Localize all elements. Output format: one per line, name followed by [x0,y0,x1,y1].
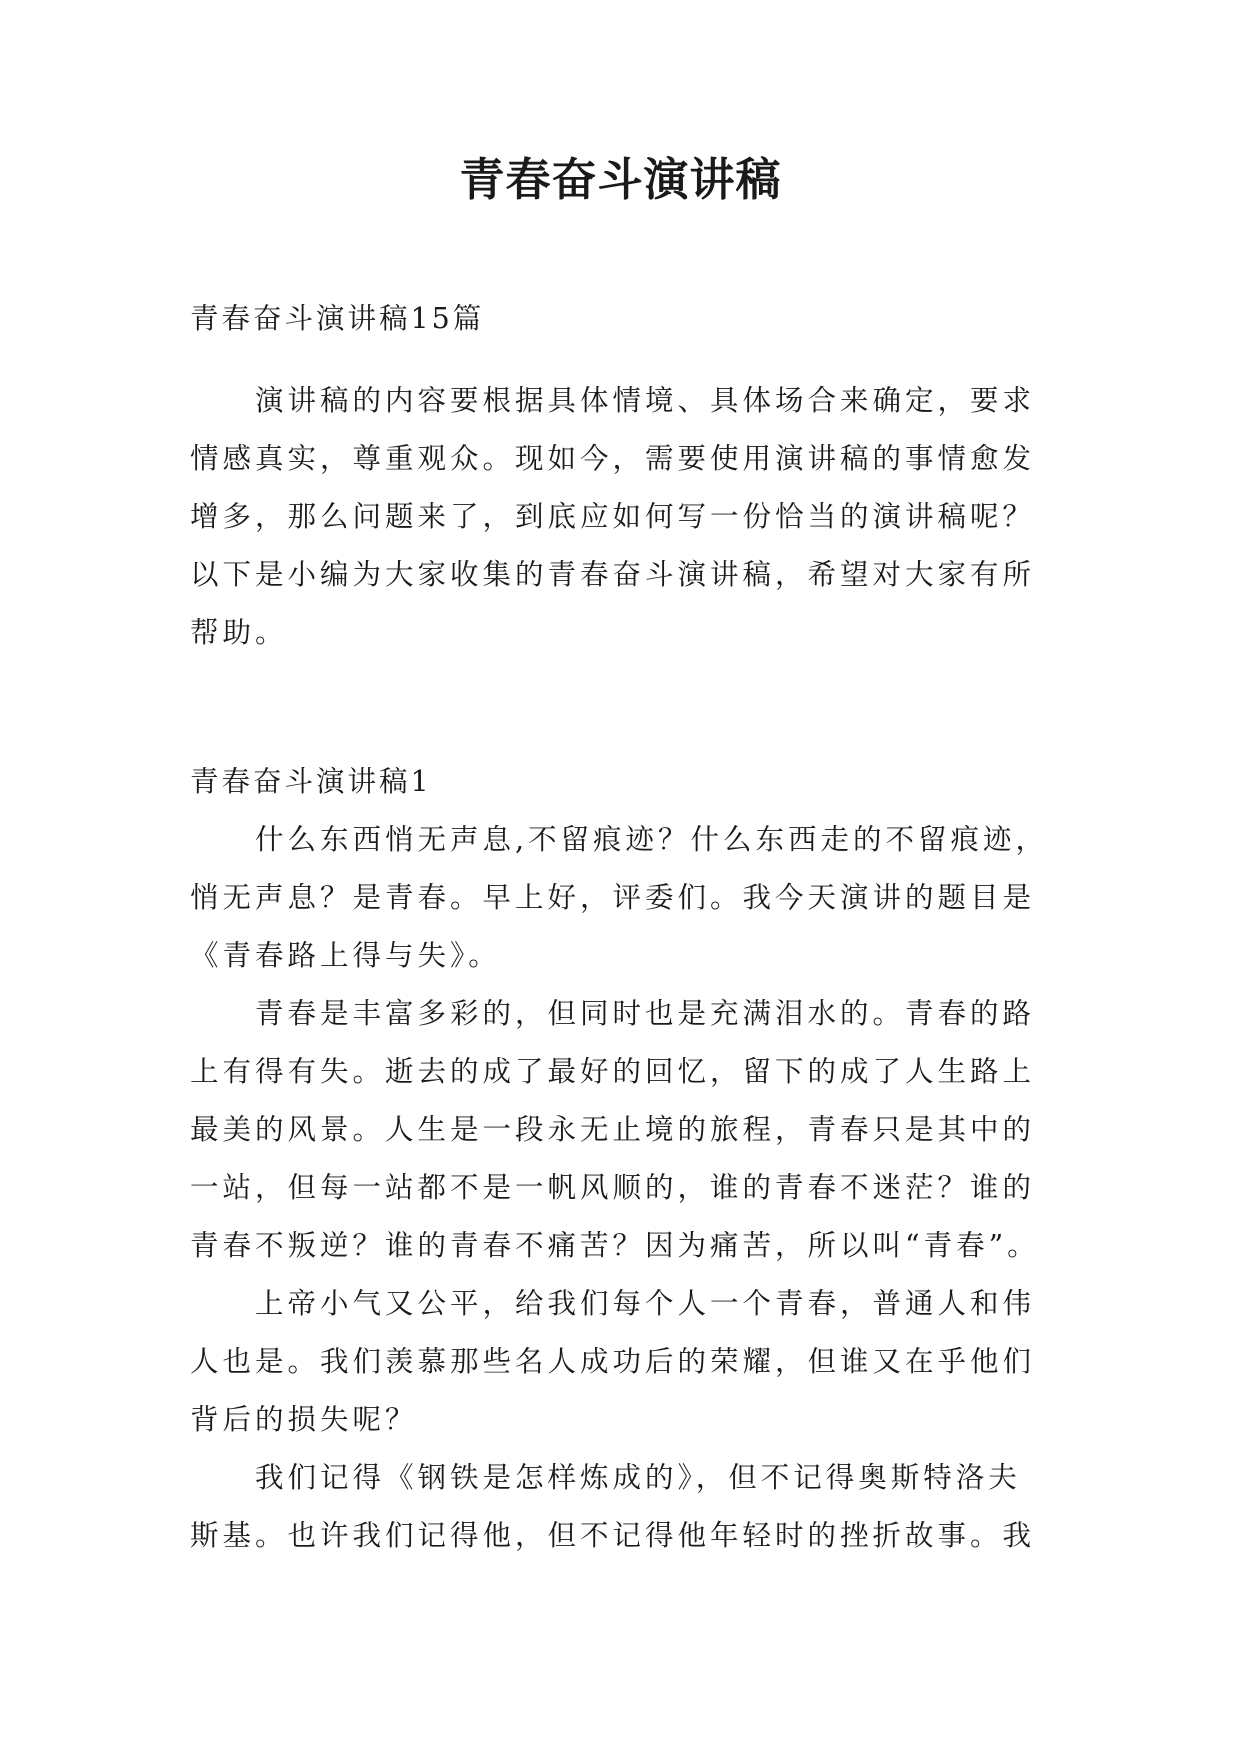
section-heading: 青春奋斗演讲稿1 [190,765,432,798]
body-line: 什么东西悄无声息,不留痕迹？什么东西走的不留痕迹， [190,823,1049,856]
section-body [190,811,1080,1565]
document-title: 青春奋斗演讲稿 [459,153,782,206]
body-line: 悄无声息？是青春。早上好，评委们。我今天演讲的题目是 [190,881,1036,914]
body-line: 背后的损失呢？ [190,1403,418,1436]
body-line: 《青春路上得与失》。 [190,939,501,972]
intro-line: 情感真实，尊重观众。现如今，需要使用演讲稿的事情愈发 [190,442,1036,475]
body-line: 斯基。也许我们记得他，但不记得他年轻时的挫折故事。我 [190,1519,1036,1552]
body-line: 上帝小气又公平，给我们每个人一个青春，普通人和伟 [190,1287,1036,1320]
intro-line: 演讲稿的内容要根据具体情境、具体场合来确定，要求 [190,384,1036,417]
intro-paragraph [190,372,1080,662]
intro-line: 帮助。 [190,616,288,649]
body-line: 青春是丰富多彩的，但同时也是充满泪水的。青春的路 [190,997,1036,1030]
intro-line: 以下是小编为大家收集的青春奋斗演讲稿，希望对大家有所 [190,558,1036,591]
body-line: 上有得有失。逝去的成了最好的回忆，留下的成了人生路上 [190,1055,1036,1088]
intro-line: 增多，那么问题来了，到底应如何写一份恰当的演讲稿呢？ [190,500,1036,533]
body-line: 我们记得《钢铁是怎样炼成的》，但不记得奥斯特洛夫 [190,1461,1021,1494]
body-line: 人也是。我们羡慕那些名人成功后的荣耀，但谁又在乎他们 [190,1345,1036,1378]
body-line: 最美的风景。人生是一段永无止境的旅程，青春只是其中的 [190,1113,1036,1146]
document-subtitle: 青春奋斗演讲稿15篇 [190,302,485,335]
body-line: 青春不叛逆？谁的青春不痛苦？因为痛苦，所以叫“青春”。 [190,1229,1040,1262]
body-line: 一站，但每一站都不是一帆风顺的，谁的青春不迷茫？谁的 [190,1171,1036,1204]
